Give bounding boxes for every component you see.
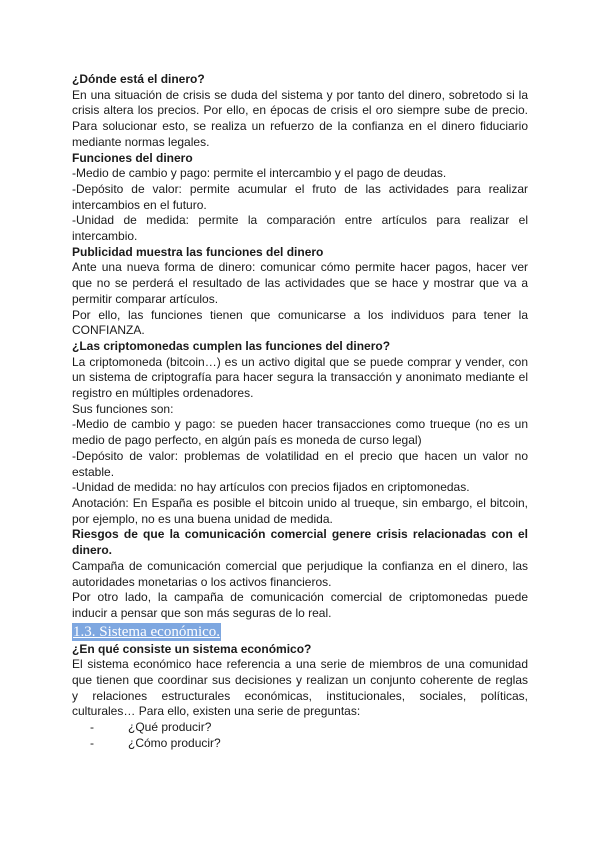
text-line: -Depósito de valor: problemas de volatilidad en el precio que hacen un valor no — [72, 448, 528, 463]
text-line: Por otro lado, la campaña de comunicación comercial de criptomonedas puede — [72, 590, 528, 605]
text-line: mediante normas legales. — [72, 134, 210, 149]
text-line: El sistema económico hace referencia a una serie de miembros de una comunidad — [72, 657, 528, 672]
list-item-text: ¿Qué producir? — [128, 720, 212, 735]
paragraph-heading: Funciones del dinero — [72, 150, 193, 165]
text-line: estable. — [72, 464, 115, 479]
text-line: culturales… Para ello, existen una serie de preguntas: — [72, 704, 361, 719]
text-line: crisis altera los precios. Por ello, en épocas de crisis el oro siempre sube de precio. — [72, 103, 528, 118]
text-line: En una situación de crisis se duda del sistema y por tanto del dinero, sobretodo si la — [72, 87, 528, 102]
section-heading-wrapper — [72, 622, 528, 642]
list-item — [90, 736, 528, 752]
text-line: La criptomoneda (bitcoin…) es un activo digital que se puede comprar y vender, con — [72, 354, 528, 369]
question-list — [90, 720, 528, 751]
text-line: por ejemplo, no es una buena unidad de medida. — [72, 511, 333, 526]
text-line: -Unidad de medida: permite la comparación entre artículos para realizar el — [72, 213, 528, 228]
paragraph-heading: Riesgos de que la comunicación comercial genere crisis relacionadas con el — [72, 527, 528, 542]
list-item-text: ¿Cómo producir? — [128, 735, 221, 750]
text-line: y relaciones estructurales económicas, institucionales, sociales, políticas, — [72, 688, 528, 703]
document-body — [72, 72, 528, 720]
text-line: Para solucionar esto, se realiza un refuerzo de la confianza en el dinero fiduciario — [72, 119, 528, 134]
paragraph-heading: ¿Dónde está el dinero? — [72, 72, 205, 86]
text-line: Ante una nueva forma de dinero: comunicar cómo permite hacer pagos, hacer ver — [72, 260, 528, 275]
list-bullet: - — [90, 720, 94, 735]
text-line: -Depósito de valor: permite acumular el fruto de las actividades para realizar — [72, 181, 528, 196]
text-line: que no se perderá el resultado de las actividades que se hace y mostrar que va a — [72, 276, 528, 291]
section-heading[interactable]: 1.3. Sistema económico. — [73, 623, 221, 640]
text-line: autoridades monetarias o los activos financieros. — [72, 574, 332, 589]
text-line: Sus funciones son: — [72, 401, 174, 416]
paragraph-heading: ¿En qué consiste un sistema económico? — [72, 641, 312, 656]
text-line: inducir a pensar que son más seguras de lo real. — [72, 605, 332, 620]
text-line: medio de pago perfecto, en algún país es moneda de curso legal) — [72, 433, 422, 448]
paragraph-heading: dinero. — [72, 543, 113, 558]
text-line: permitir comparar artículos. — [72, 291, 219, 306]
text-line: intercambio. — [72, 229, 138, 244]
list-item — [90, 720, 528, 736]
text-line: registro en múltiples ordenadores. — [72, 386, 254, 401]
text-line: un sistema de criptografía para hacer segura la transacción y anonimato mediante el — [72, 370, 528, 385]
text-line: Por ello, las funciones tienen que comunicarse a los individuos para tener la — [72, 307, 528, 322]
text-line: intercambios en el futuro. — [72, 197, 207, 212]
text-line: Anotación: En España es posible el bitcoin unido al trueque, sin embargo, el bitcoin, — [72, 495, 528, 510]
text-line: -Medio de cambio y pago: se pueden hacer transacciones como trueque (no es un — [72, 417, 528, 432]
text-line: CONFIANZA. — [72, 323, 145, 338]
text-line: -Unidad de medida: no hay artículos con precios fijados en criptomonedas. — [72, 480, 470, 495]
paragraph-heading: Publicidad muestra las funciones del dinero — [72, 244, 324, 259]
paragraph-heading: ¿Las criptomonedas cumplen las funciones del dinero? — [72, 338, 391, 353]
text-line: que tienen que coordinar sus decisiones y realizan un conjunto coherente de reglas — [72, 673, 528, 688]
text-line: Campaña de comunicación comercial que perjudique la confianza en el dinero, las — [72, 558, 528, 573]
list-bullet: - — [90, 735, 94, 750]
text-line: -Medio de cambio y pago: permite el intercambio y el pago de deudas. — [72, 166, 447, 181]
